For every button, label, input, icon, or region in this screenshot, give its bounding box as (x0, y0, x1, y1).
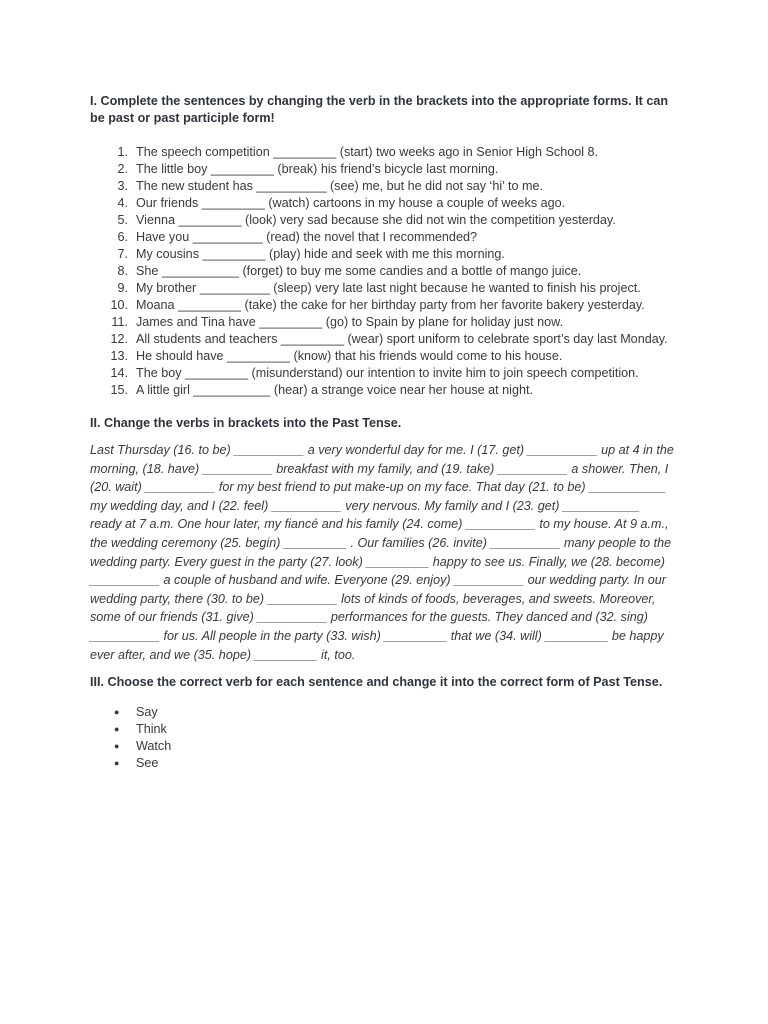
item-number: 8. (117, 264, 128, 278)
item-number: 2. (117, 162, 128, 176)
item-text: All students and teachers _________ (wear) sport uniform to celebrate sport’s day last Monday. (136, 332, 668, 346)
list-item (90, 161, 680, 178)
list-item (90, 704, 680, 721)
list-item (90, 314, 680, 331)
list-item (90, 280, 680, 297)
item-text: Our friends _________ (watch) cartoons in my house a couple of weeks ago. (136, 196, 566, 210)
bullet-icon: ● (114, 741, 120, 752)
list-item (90, 178, 680, 195)
item-text: Have you __________ (read) the novel that I recommended? (136, 230, 477, 244)
verb-option: Say (136, 705, 158, 720)
item-number: 15. (110, 383, 128, 397)
list-item (90, 263, 680, 280)
item-text: My cousins _________ (play) hide and seek with me this morning. (136, 247, 505, 261)
list-item (90, 144, 680, 161)
bullet-icon: ● (114, 724, 120, 735)
item-text: He should have _________ (know) that his friends would come to his house. (136, 349, 563, 363)
verb-option: Watch (136, 739, 172, 754)
item-number: 9. (117, 281, 128, 295)
item-text: My brother __________ (sleep) very late last night because he wanted to finish his project. (136, 281, 641, 295)
item-text: The new student has __________ (see) me, but he did not say ‘hi’ to me. (136, 179, 543, 193)
list-item (90, 229, 680, 246)
bullet-icon: ● (114, 707, 120, 718)
list-item (90, 365, 680, 382)
list-item (90, 382, 680, 399)
item-number: 4. (117, 196, 128, 210)
item-text: The speech competition _________ (start) two weeks ago in Senior High School 8. (136, 145, 599, 159)
item-text: The little boy _________ (break) his friend’s bicycle last morning. (136, 162, 499, 176)
list-item (90, 246, 680, 263)
section-2-heading: II. Change the verbs in brackets into the Past Tense. (90, 416, 402, 430)
list-item (90, 297, 680, 314)
worksheet-page (90, 93, 680, 772)
item-number: 7. (117, 247, 128, 261)
bullet-icon: ● (114, 758, 120, 769)
item-text: James and Tina have _________ (go) to Spain by plane for holiday just now. (136, 315, 564, 329)
item-number: 3. (117, 179, 128, 193)
section-1-heading: I. Complete the sentences by changing the verb in the brackets into the appropriate forms. It can be past or past participle form! (90, 94, 669, 125)
list-item (90, 721, 680, 738)
item-text: She ___________ (forget) to buy me some candies and a bottle of mango juice. (136, 264, 582, 278)
verb-options-list (90, 704, 680, 772)
list-item (90, 348, 680, 365)
item-number: 12. (110, 332, 128, 346)
section-1-list (90, 144, 680, 399)
verb-option: Think (136, 722, 167, 737)
item-number: 11. (111, 315, 128, 329)
list-item (90, 738, 680, 755)
section-3-heading: III. Choose the correct verb for each sentence and change it into the correct form of Past Tense. (90, 675, 663, 690)
item-number: 10. (110, 298, 128, 312)
list-item (90, 755, 680, 772)
item-text: A little girl ___________ (hear) a strange voice near her house at night. (136, 383, 533, 397)
verb-option: See (136, 756, 159, 771)
item-number: 1. (117, 145, 128, 159)
item-text: Moana _________ (take) the cake for her birthday party from her favorite bakery yesterday. (136, 298, 645, 312)
list-item (90, 195, 680, 212)
item-number: 5. (117, 213, 128, 227)
list-item (90, 212, 680, 229)
section-2-passage: Last Thursday (16. to be) __________ a very wonderful day for me. I (17. get) __________ up at 4 in the morning, (18. have) __________ breakfast with my family, and (19. take) __________ a shower. Then, I (20. wait) __________ for my best friend to put make-up on my face. That day (21. to be) ___________ my wedding day, and I (22. feel) __________ very nervous. My family and I (23. get) ___________ ready at 7 a.m. One hour later, my fiancé and his family (24. come) __________ to my house. At 9 a.m., the wedding ceremony (25. begin) _________ . Our families (26. invite) __________ many people to the wedding party. Every guest in the party (27. look) _________ happy to see us. Finally, we (28. become) __________ a couple of husband and wife. Everyone (29. enjoy) __________ our wedding party. In our wedding party, there (30. to be) __________ lots of kinds of foods, beverages, and sweets. Moreover, some of our friends (31. give) __________ performances for the guests. They danced and (32. sing) __________ for us. All people in the party (33. wish) _________ that we (34. will) _________ be happy ever after, and we (35. hope) _________ it, too. (90, 443, 674, 662)
item-text: Vienna _________ (look) very sad because she did not win the competition yesterday. (136, 213, 616, 227)
list-item (90, 331, 680, 348)
item-text: The boy _________ (misunderstand) our intention to invite him to join speech competition. (136, 366, 639, 380)
item-number: 14. (110, 366, 128, 380)
item-number: 13. (110, 349, 128, 363)
item-number: 6. (117, 230, 128, 244)
